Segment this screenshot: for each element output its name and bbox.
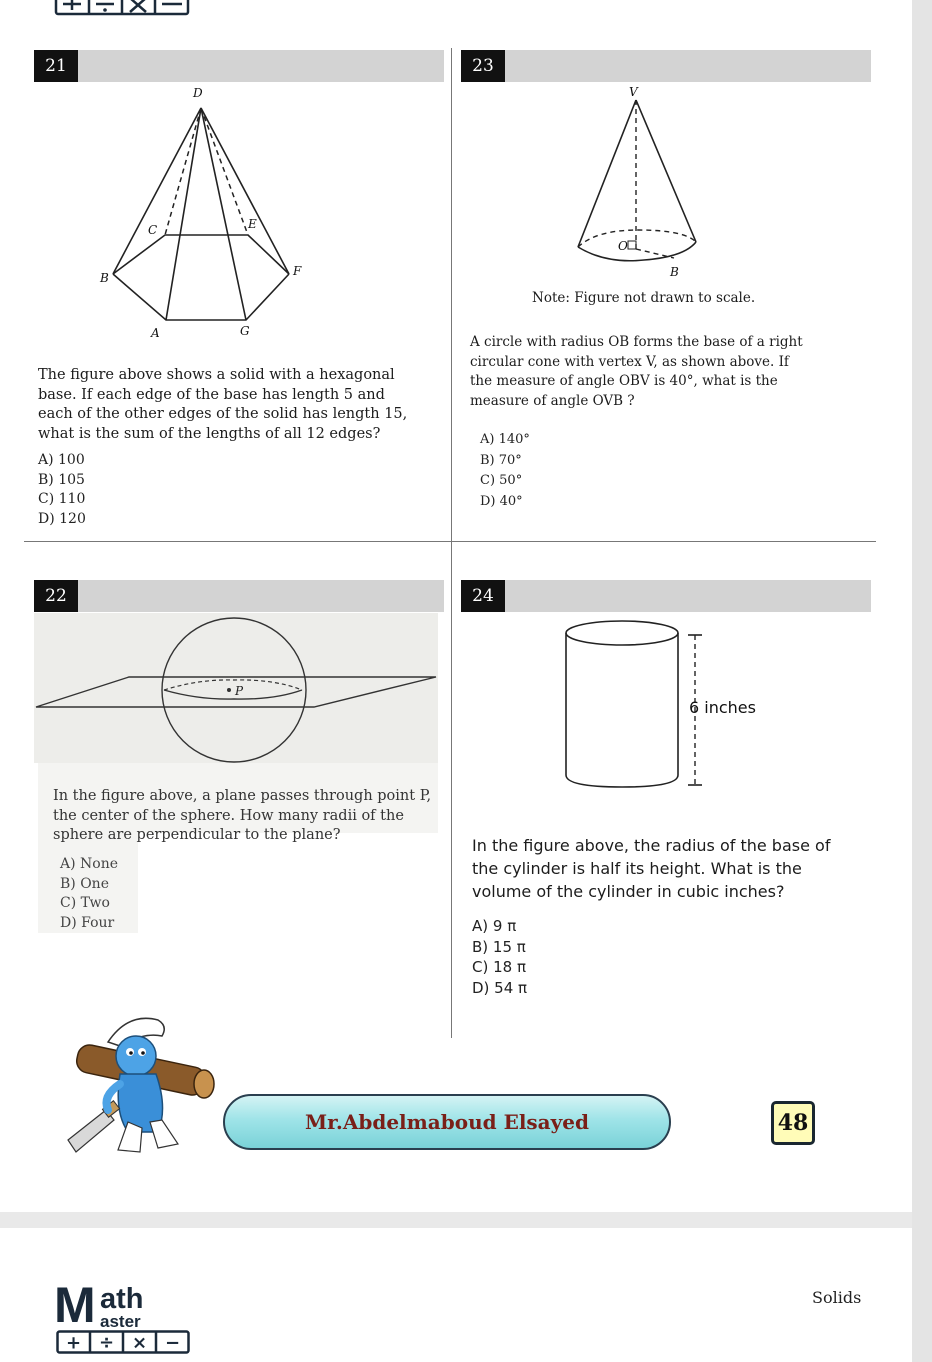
section-title: Solids — [812, 1288, 862, 1307]
q21-number: 21 — [34, 50, 78, 82]
q21-label-e: E — [248, 217, 257, 231]
q23-options — [480, 430, 530, 512]
q21-header — [34, 50, 444, 82]
q23-question-text: A circle with radius OB forms the base of a right circular cone with vertex V, as shown above. If the measure of angle OBV is 40°, what is the measure of angle OVB ? — [470, 334, 803, 409]
logo-word-ath: ath — [100, 1283, 144, 1315]
q22-question-text: In the figure above, a plane passes through point P, the center of the sphere. How many radii of the sphere are perpendicular to the plane? — [53, 788, 432, 843]
q21-label-d: D — [193, 86, 203, 100]
q23-option-c[interactable]: C) 50° — [480, 473, 523, 488]
q24-cylinder-figure — [560, 615, 770, 795]
logo-letter-m: M — [54, 1277, 96, 1333]
q24-question-text: In the figure above, the radius of the base of the cylinder is half its height. What is the volume of the cylinder in cubic inches? — [472, 836, 831, 901]
author-banner — [223, 1094, 671, 1150]
q21-option-b[interactable]: B) 105 — [38, 471, 85, 488]
q24-height-label: 6 inches — [689, 698, 756, 717]
logo-word-aster: aster — [100, 1312, 141, 1331]
q22-option-d[interactable]: D) Four — [60, 914, 115, 931]
logo-plus: + — [65, 1332, 82, 1354]
q22-label-p: P — [235, 684, 244, 698]
row-divider — [24, 541, 876, 542]
q24-header — [461, 580, 871, 612]
q23-label-b: B — [670, 265, 679, 279]
q24-option-b[interactable]: B) 15 π — [472, 937, 526, 956]
logo-times: × — [131, 1332, 148, 1354]
q21-label-g: G — [240, 324, 250, 338]
q21-options — [38, 451, 86, 529]
logo-divide: ÷ — [98, 1332, 115, 1354]
top-logo-fragment — [0, 0, 912, 16]
q23-label-v: V — [629, 85, 638, 99]
q22-option-b[interactable]: B) One — [60, 875, 109, 892]
q23-cone-figure — [566, 82, 716, 282]
column-divider — [451, 48, 452, 1038]
logo-operators-icon — [56, 1330, 190, 1354]
q23-option-a[interactable]: A) 140° — [480, 432, 530, 447]
q21-option-a[interactable]: A) 100 — [38, 452, 85, 468]
q21-label-a: A — [151, 326, 160, 340]
q22-option-a[interactable]: A) None — [60, 856, 119, 872]
q23-label-o: O — [618, 239, 628, 253]
q21-label-c: C — [148, 223, 158, 237]
q21-option-d[interactable]: D) 120 — [38, 510, 86, 527]
q21-label-f: F — [293, 264, 302, 278]
q24-options — [472, 916, 527, 998]
author-name: Mr.Abdelmaboud Elsayed — [305, 1110, 589, 1134]
page-number: 48 — [771, 1101, 815, 1145]
math-master-logo — [54, 1277, 194, 1356]
q22-options — [60, 855, 118, 933]
q23-option-d[interactable]: D) 40° — [480, 493, 523, 509]
smurf-carpenter-illustration — [58, 1012, 228, 1162]
q21-label-b: B — [100, 271, 109, 285]
q23-option-b[interactable]: B) 70° — [480, 452, 522, 468]
q24-option-d[interactable]: D) 54 π — [472, 978, 528, 997]
q24-number: 24 — [461, 580, 505, 612]
q23-header — [461, 50, 871, 82]
q22-sphere-plane-figure — [34, 613, 438, 765]
q22-header — [34, 580, 444, 612]
q24-option-a[interactable]: A) 9 π — [472, 917, 517, 935]
q23-number: 23 — [461, 50, 505, 82]
q21-option-c[interactable]: C) 110 — [38, 491, 86, 507]
q23-note: Note: Figure not drawn to scale. — [532, 290, 756, 306]
logo-minus: − — [164, 1332, 181, 1354]
q22-number: 22 — [34, 580, 78, 612]
q24-option-c[interactable]: C) 18 π — [472, 958, 526, 976]
q21-question-text: The figure above shows a solid with a hexagonal base. If each edge of the base has length 5 and each of the other edges of the solid has length 15, what is the sum of the lengths of all 12 edges? — [38, 367, 408, 442]
q22-option-c[interactable]: C) Two — [60, 895, 110, 911]
q21-hexagonal-pyramid-figure — [96, 82, 316, 342]
